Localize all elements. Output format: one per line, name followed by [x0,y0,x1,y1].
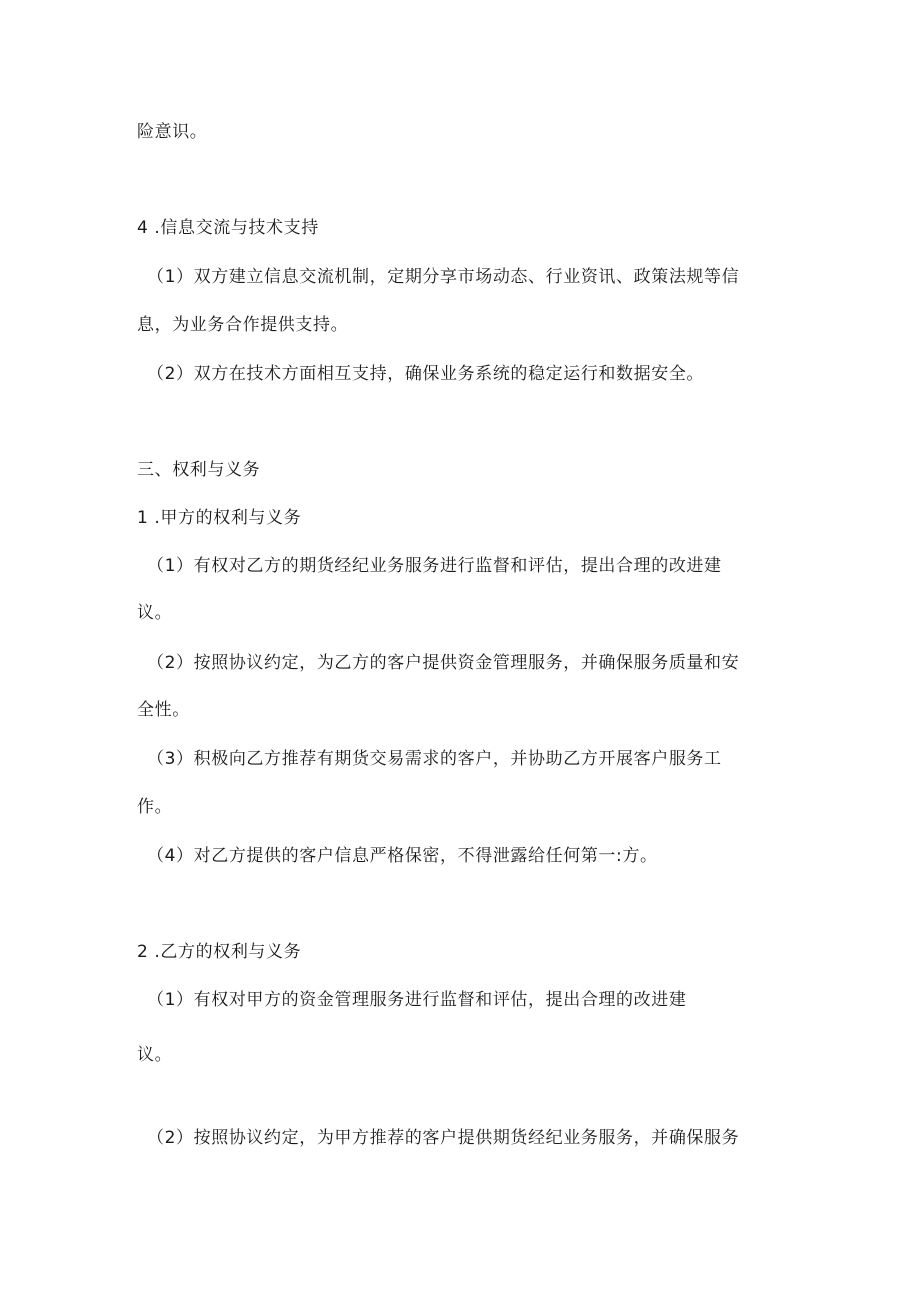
list-item-1-2-line2: 全性。 [137,700,190,720]
list-item-2-1-line1: （1）有权对甲方的资金管理服务进行监督和评估，提出合理的改进建 [147,990,687,1010]
chapter-heading-rights-obligations: 三、权利与义务 [137,460,261,480]
list-item-1-1-line2: 议。 [137,603,173,623]
list-item-1-4: （4）对乙方提供的客户信息严格保密，不得泄露给任何第一:方。 [147,846,658,866]
section-heading-1: 1 .甲方的权利与义务 [137,508,302,528]
list-item-2-1-line2: 议。 [137,1045,173,1065]
list-item-1-3-line2: 作。 [137,797,173,817]
list-item-2-2-line1: （2）按照协议约定，为甲方推荐的客户提供期货经纪业务服务，并确保服务 [147,1128,740,1148]
section-heading-4: 4 .信息交流与技术支持 [137,218,319,238]
section-heading-2: 2 .乙方的权利与义务 [137,942,302,962]
list-item-1-1-line1: （1）有权对乙方的期货经纪业务服务进行监督和评估，提出合理的改进建 [147,556,722,576]
list-item-1-3-line1: （3）积极向乙方推荐有期货交易需求的客户，并协助乙方开展客户服务工 [147,749,722,769]
list-item-4-1-line1: （1）双方建立信息交流机制，定期分享市场动态、行业资讯、政策法规等信 [147,267,740,287]
list-item-4-2: （2）双方在技术方面相互支持，确保业务系统的稳定运行和数据安全。 [147,364,705,384]
paragraph-continuation: 险意识。 [137,122,208,142]
list-item-4-1-line2: 息，为业务合作提供支持。 [137,315,349,335]
list-item-1-2-line1: （2）按照协议约定，为乙方的客户提供资金管理服务，并确保服务质量和安 [147,653,740,673]
